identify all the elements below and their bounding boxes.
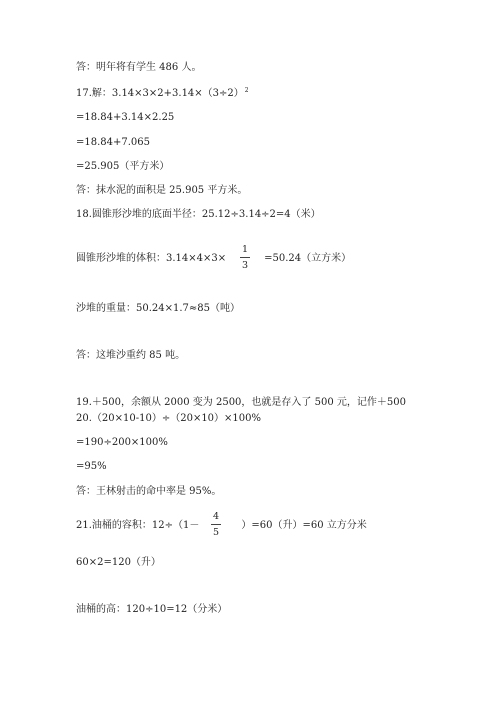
q17-step-3: =25.905（平方米） bbox=[76, 161, 170, 172]
q17-exponent: 2 bbox=[244, 87, 249, 94]
q17-step-2: =18.84+7.065 bbox=[76, 137, 151, 148]
fraction-one-third bbox=[238, 244, 252, 271]
q18-volume-expression: 圆锥形沙堆的体积：3.14×4×3× bbox=[76, 253, 227, 264]
q18-volume-result: =50.24（立方米） bbox=[264, 253, 352, 264]
q21-volume-expression: 21.油桶的容积：12÷（1－ bbox=[76, 520, 200, 531]
q21-volume-result: ）=60（升）=60 立方分米 bbox=[241, 520, 367, 531]
q21-height: 油桶的高：120÷10=12（分米） bbox=[76, 604, 228, 615]
q18-weight: 沙堆的重量：50.24×1.7≈85（吨） bbox=[76, 303, 241, 314]
q20-step-2: =95% bbox=[76, 461, 107, 472]
q20-step-1: =190÷200×100% bbox=[76, 437, 168, 448]
q20-answer: 答：王林射击的命中率是 95%。 bbox=[76, 486, 222, 497]
fraction-bar bbox=[240, 257, 250, 258]
q17-step-1: =18.84+3.14×2.25 bbox=[76, 112, 175, 123]
fraction-bar bbox=[211, 524, 221, 525]
q18-answer: 答：这堆沙重约 85 吨。 bbox=[76, 350, 186, 361]
fraction-four-fifths bbox=[209, 511, 223, 538]
fraction-denominator: 3 bbox=[241, 260, 249, 271]
fraction-denominator: 5 bbox=[212, 527, 220, 538]
q21-double: 60×2=120（升） bbox=[76, 557, 161, 568]
q18-volume-line bbox=[76, 253, 351, 265]
q17-answer: 答：抹水泥的面积是 25.905 平方米。 bbox=[76, 185, 248, 196]
fraction-numerator: 1 bbox=[241, 244, 249, 255]
fraction-numerator: 4 bbox=[212, 511, 220, 522]
q17-expression: 17.解：3.14×3×2+3.14×（3÷2） bbox=[76, 88, 244, 99]
q19-answer: 19.＋500，余额从 2000 变为 2500，也就是存入了 500 元，记作＋500 bbox=[76, 397, 406, 408]
q18-radius: 18.圆锥形沙堆的底面半径：25.12÷3.14÷2=4（米） bbox=[76, 209, 321, 220]
q17-solution-line bbox=[76, 88, 249, 101]
answer-17-prev: 答：明年将有学生 486 人。 bbox=[76, 62, 202, 73]
q20-expression: 20.（20×10-10）÷（20×10）×100% bbox=[76, 413, 262, 424]
